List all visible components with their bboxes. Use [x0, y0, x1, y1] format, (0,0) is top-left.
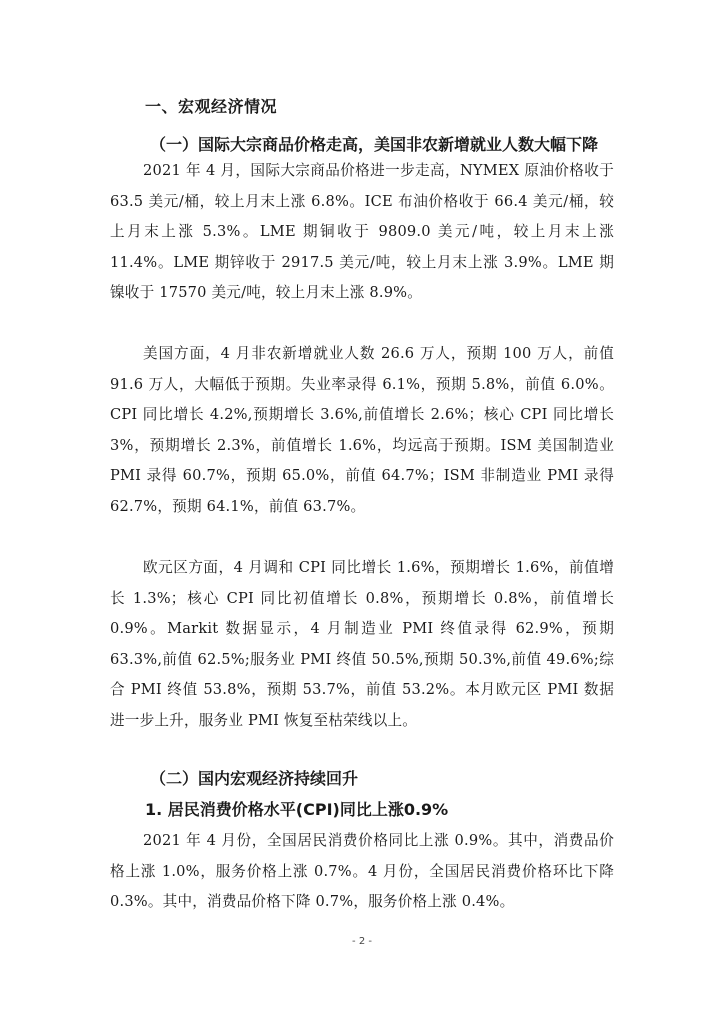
paragraph-eurozone: 欧元区方面，4 月调和 CPI 同比增长 1.6%，预期增长 1.6%，前值增长 1.3%；核心 CPI 同比初值增长 0.8%，预期增长 0.8%，前值增长 0.9%。Markit 数据显示，4 月制造业 PMI 终值录得 62.9%，预期 63.3%,前值 62.5%;服务业 PMI 终值 50.5%,预期 50.3%,前值 49.6%;综合 PMI 终值 53.8%，预期 53.7%，前值 53.2%。本月欧元区 PMI 数据进一步上升，服务业 PMI 恢复至枯荣线以上。 — [110, 559, 614, 729]
subsection-1-title: （一）国际大宗商品价格走高，美国非农新增就业人数大幅下降 — [150, 135, 599, 154]
paragraph-commodities: 2021 年 4 月，国际大宗商品价格进一步走高，NYMEX 原油价格收于 63.5 美元/桶，较上月末上涨 6.8%。ICE 布油价格收于 66.4 美元/桶，较上月末上涨 5.3%。LME 期铜收于 9809.0 美元/吨，较上月末上涨 11.4%。LME 期锌收于 2917.5 美元/吨，较上月末上涨 3.9%。LME 期镍收于 17570 美元/吨，较上月末上涨 8.9%。 — [110, 162, 614, 301]
page-number: - 2 - — [352, 936, 372, 947]
paragraph-us-economy: 美国方面，4 月非农新增就业人数 26.6 万人，预期 100 万人，前值 91.6 万人，大幅低于预期。失业率录得 6.1%，预期 5.8%，前值 6.0%。CPI 同比增长 4.2%,预期增长 3.6%,前值增长 2.6%；核心 CPI 同比增长 3%，预期增长 2.3%，前值增长 1.6%，均远高于预期。ISM 美国制造业 PMI 录得 60.7%，预期 65.0%，前值 64.7%；ISM 非制造业 PMI 录得 62.7%，预期 64.1%，前值 63.7%。 — [110, 345, 614, 515]
item-1-title: 1. 居民消费价格水平(CPI)同比上涨0.9% — [145, 800, 449, 819]
subsection-2-title: （二）国内宏观经济持续回升 — [150, 769, 359, 788]
paragraph-cpi: 2021 年 4 月份，全国居民消费价格同比上涨 0.9%。其中，消费品价格上涨 1.0%，服务价格上涨 0.7%。4 月份，全国居民消费价格环比下降 0.3%。其中，消费品价格下降 0.7%，服务价格上涨 0.4%。 — [110, 832, 614, 910]
section-heading: 一、宏观经济情况 — [145, 97, 278, 116]
